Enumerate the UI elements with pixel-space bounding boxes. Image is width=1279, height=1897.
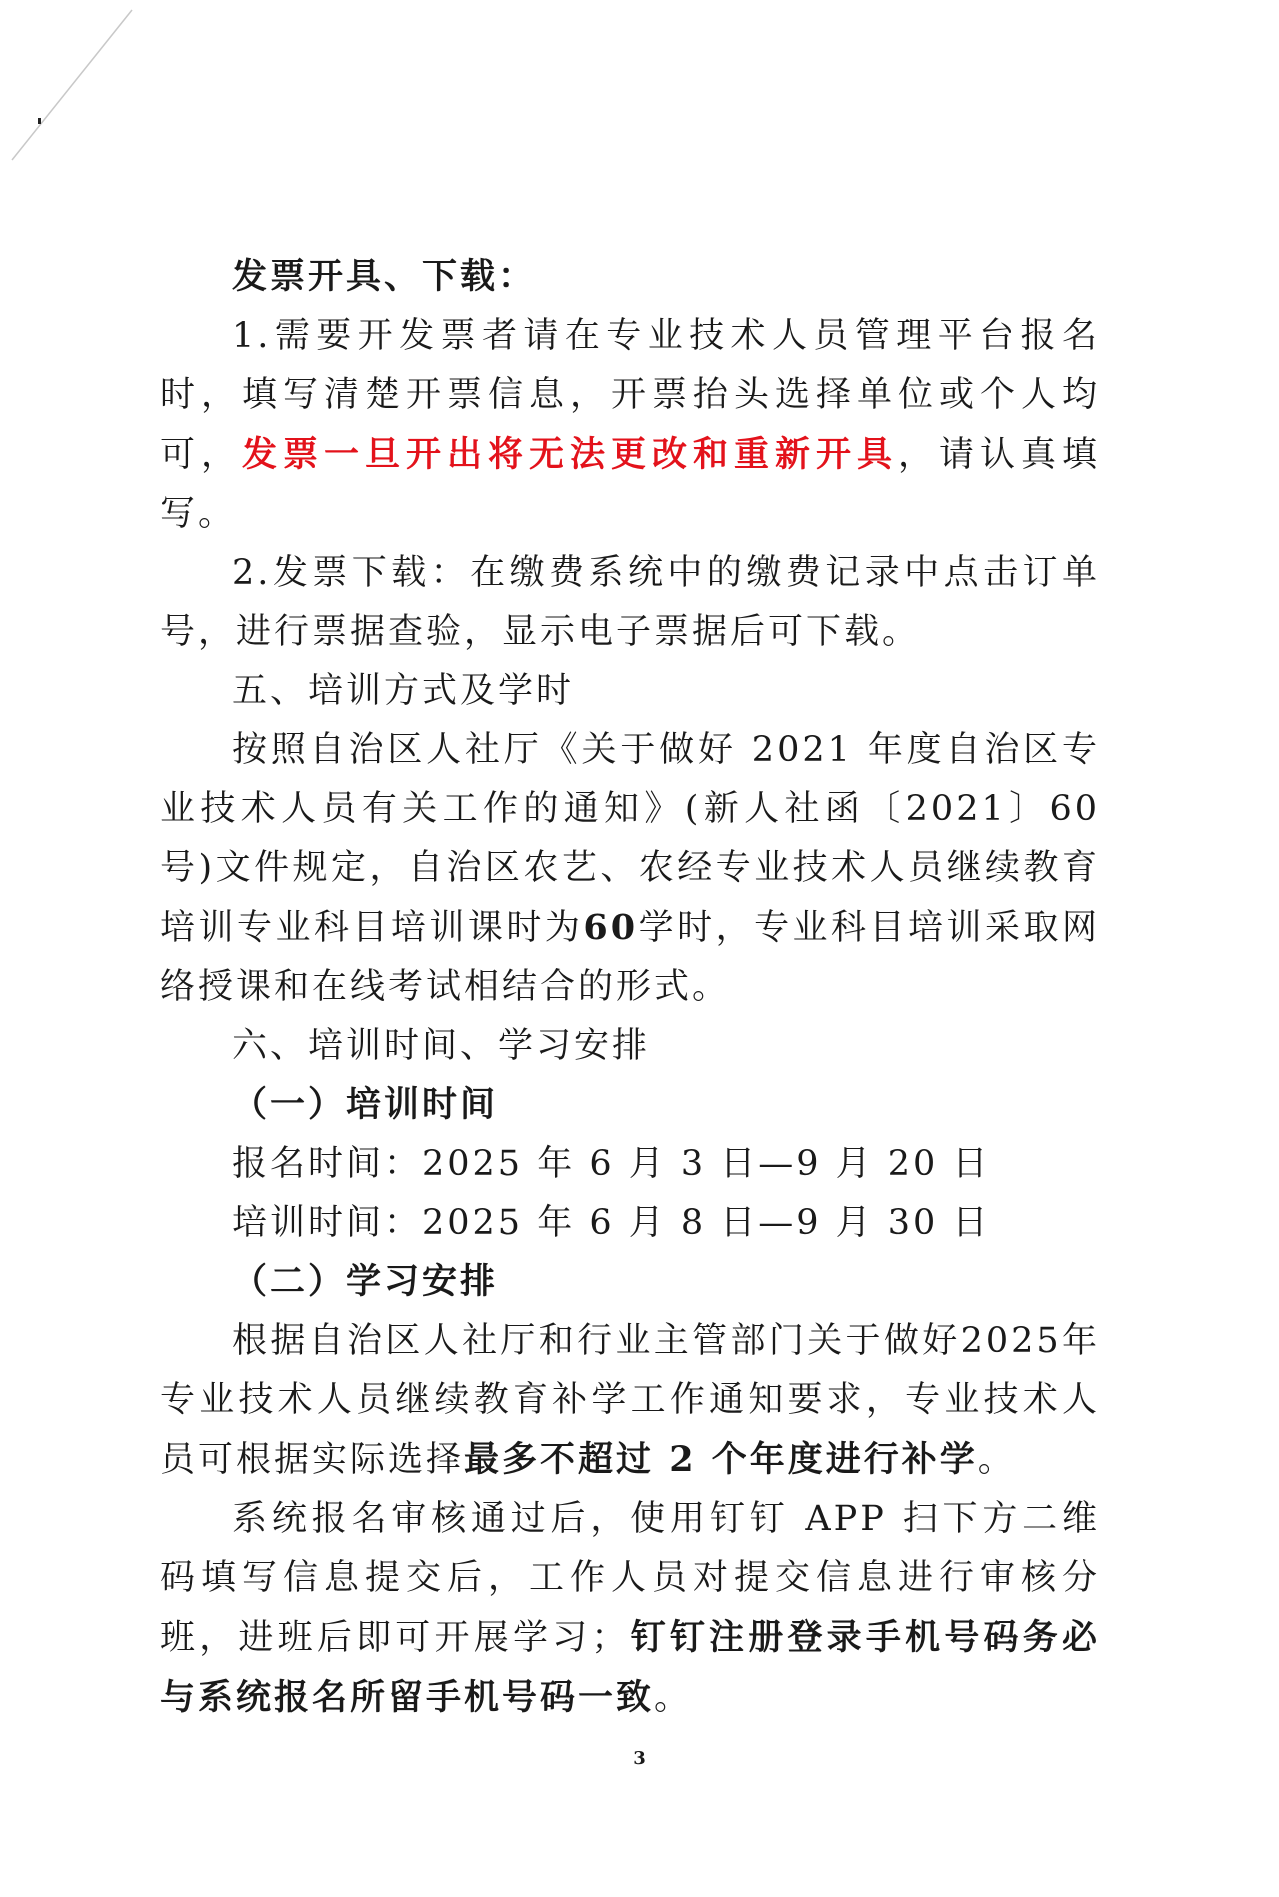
signup-time: 报名时间：2025 年 6 月 3 日—9 月 20 日 xyxy=(232,1144,991,1184)
training-time: 培训时间：2025 年 6 月 8 日—9 月 30 日 xyxy=(232,1203,991,1243)
section6-heading: 六、培训时间、学习安排 xyxy=(232,1026,651,1066)
section5-heading: 五、培训方式及学时 xyxy=(232,671,575,711)
training-hours: 60 xyxy=(583,907,639,948)
section6-sub2-heading: （二）学习安排 xyxy=(232,1262,499,1302)
invoice-heading: 发票开具、下载： xyxy=(232,257,537,297)
scan-artifact-line xyxy=(0,0,200,200)
invoice-warning: 发票一旦开出将无法更改和重新开具 xyxy=(242,434,898,475)
study-paragraph-2: 系统报名审核通过后，使用钉钉 APP 扫下方二维码填写信息提交后，工作人员对提交信息进行审核分班，进班后即可开展学习；钉钉注册登录手机号码务必与系统报名所留手机号码一致。 xyxy=(160,1499,1100,1718)
page-number: 3 xyxy=(633,1748,646,1769)
phone-requirement: 钉钉注册登录手机号码务必与系统报名所留手机号码一致 xyxy=(160,1617,1100,1718)
section6-sub1-heading: （一）培训时间 xyxy=(232,1085,499,1125)
invoice-paragraph-1: 1.需要开发票者请在专业技术人员管理平台报名时，填写清楚开票信息，开票抬头选择单位或个人均可，发票一旦开出将无法更改和重新开具，请认真填写。 xyxy=(160,316,1100,534)
study-paragraph-1: 根据自治区人社厅和行业主管部门关于做好2025年专业技术人员继续教育补学工作通知要求，专业技术人员可根据实际选择最多不超过 2 个年度进行补学。 xyxy=(160,1321,1100,1480)
section5-paragraph: 按照自治区人社厅《关于做好 2021 年度自治区专业技术人员有关工作的通知》(新人社函〔2021〕60号)文件规定，自治区农艺、农经专业技术人员继续教育培训专业科目培训课时为60学时，专业科目培训采取网络授课和在线考试相结合的形式。 xyxy=(160,730,1100,1007)
document-body xyxy=(160,248,1100,1728)
study-limit: 最多不超过 2 个年度进行补学 xyxy=(464,1439,978,1480)
invoice-paragraph-2: 2.发票下载：在缴费系统中的缴费记录中点击订单号，进行票据查验，显示电子票据后可下载。 xyxy=(160,553,1100,652)
